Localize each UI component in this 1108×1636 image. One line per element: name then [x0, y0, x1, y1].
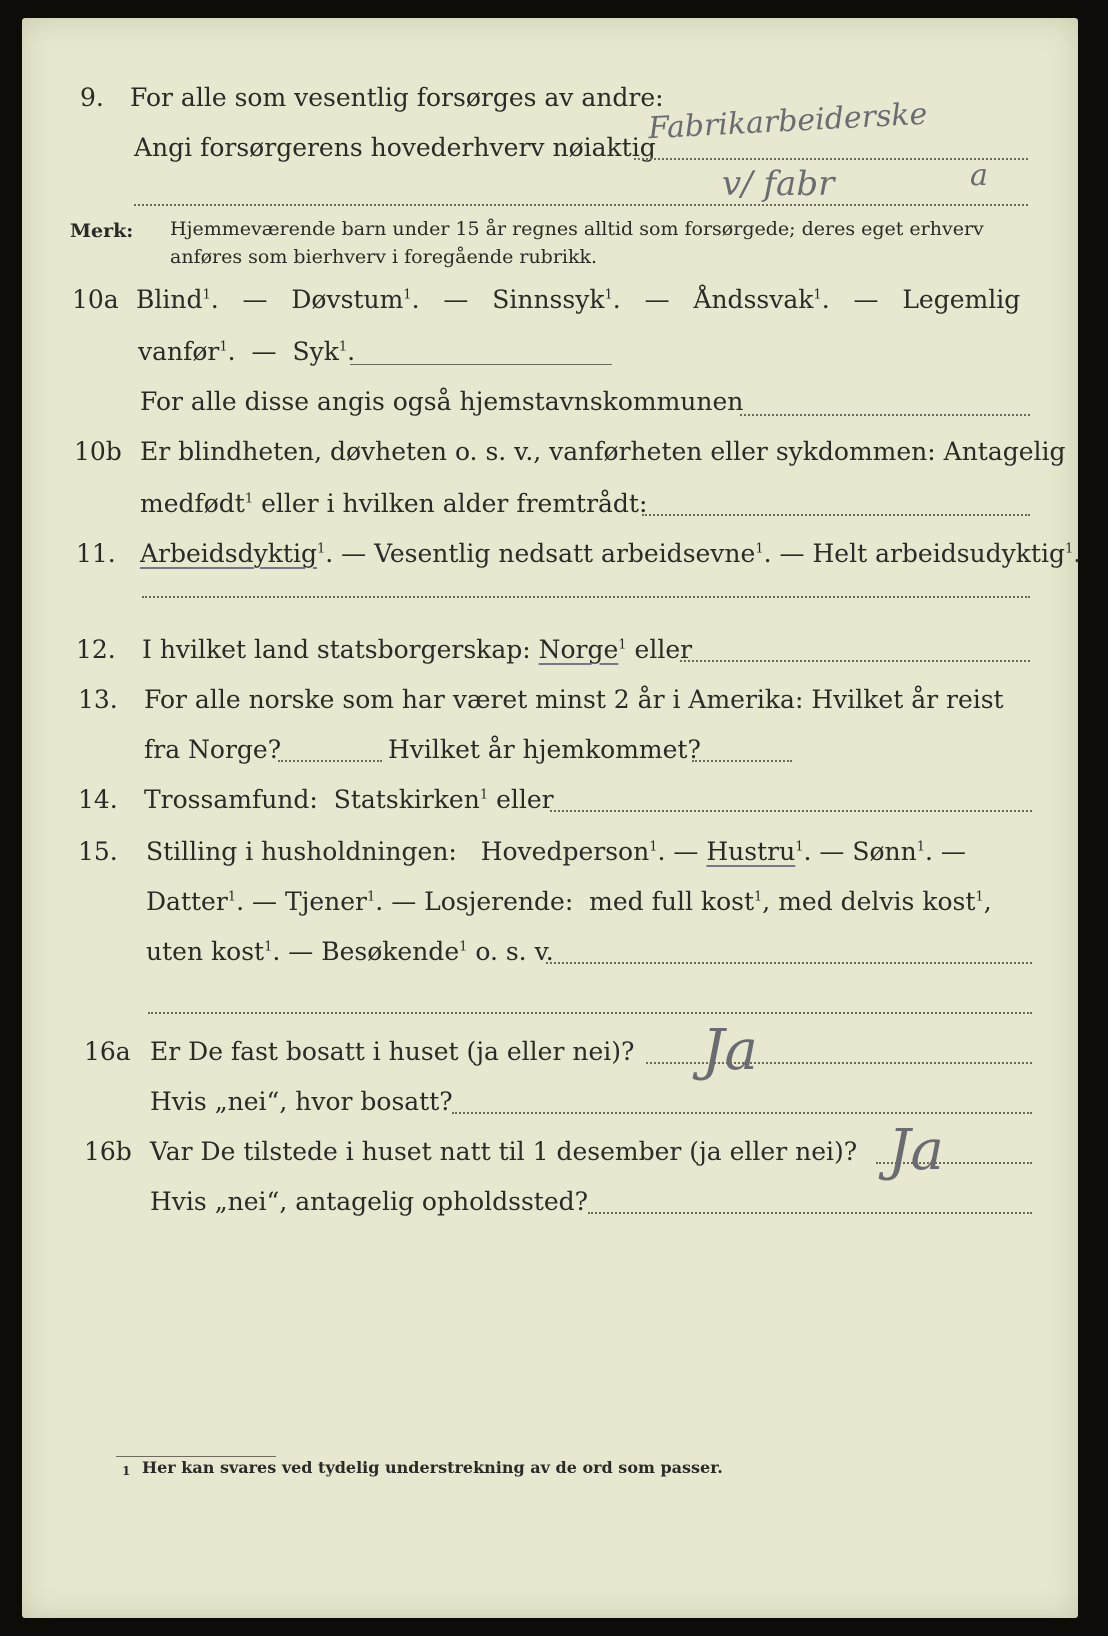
q10a-blind: Blind [136, 285, 203, 314]
q14-number: 14. [78, 785, 118, 814]
q9-handwriting-line2b: a [970, 158, 988, 193]
q16b-line2-text: Hvis „nei“, antagelig opholdssted? [150, 1187, 589, 1216]
q16a-number: 16a [84, 1037, 131, 1066]
q13-answer-hjemkommet [692, 760, 792, 762]
q13-hjemkommet: Hvilket år hjemkommet? [388, 735, 701, 764]
q15-uten-kost: uten kost [146, 937, 265, 966]
q10b-line2-text: medfødt$^1$ eller i hvilken alder fremtrådt: [140, 489, 648, 518]
merk-label: Merk: [70, 220, 134, 242]
q11-helt: Helt arbeidsudyktig [812, 539, 1065, 568]
q15-besokende: Besøkende [321, 937, 460, 966]
q15-line3-text: uten kost$^1$. — Besøkende$^1$ o. s. v. [146, 937, 554, 966]
footnote-mark: 1 [122, 1464, 131, 1478]
q15-hustru-underlined: Hustru [706, 837, 796, 866]
q13-answer-reist [278, 760, 382, 762]
q15-line2-text: Datter$^1$. — Tjener$^1$. — Losjerende: med full kost$^1$, med delvis kost$^1$, [146, 887, 992, 916]
q16a-handwritten-answer: Ja [702, 1018, 758, 1083]
q10b-medfodt: medfødt [140, 489, 245, 518]
q16a-line1-text: Er De fast bosatt i huset (ja eller nei)? [150, 1037, 635, 1066]
footnote-text: Her kan svares ved tydelig understrekning av de ord som passer. [142, 1458, 723, 1477]
q12-answer-line [680, 660, 1030, 662]
q10b-answer-line [642, 514, 1030, 516]
q10a-vanfor: vanfør [138, 337, 220, 366]
q12-number: 12. [76, 635, 116, 664]
q15-delvis-kost: med delvis kost [778, 887, 976, 916]
q11-arbeidsdyktig-underlined: Arbeidsdyktig [140, 539, 317, 568]
q11-answer-line [142, 596, 1030, 598]
merk-line1-text: Hjemmeværende barn under 15 år regnes alltid som forsørgede; deres eget erhverv [170, 218, 984, 240]
q10a-answer-line1 [350, 364, 612, 365]
q15-tjener: Tjener [284, 887, 368, 916]
q10a-number: 10a [72, 285, 119, 314]
q12-text: I hvilket land statsborgerskap: Norge$^1$ eller [142, 635, 693, 664]
q10a-line3-text: For alle disse angis også hjemstavnskommunen [140, 387, 744, 416]
q10a-syk: Syk [292, 337, 339, 366]
q14-text: Trossamfund: Statskirken$^1$ eller [144, 785, 554, 814]
q11-number: 11. [76, 539, 116, 568]
footnote-rule [116, 1456, 276, 1457]
q15-answer-line2 [148, 1012, 1032, 1014]
q15-losjerende: Losjerende: [424, 887, 574, 916]
q14-statskirken: Statskirken [333, 785, 480, 814]
q16a-answer-line2 [452, 1112, 1032, 1114]
q15-full-kost: med full kost [589, 887, 754, 916]
census-form-page [22, 18, 1082, 1618]
q13-number: 13. [78, 685, 118, 714]
q10a-dovstum: Døvstum [291, 285, 404, 314]
q15-line1-text: Stilling i husholdningen: Hovedperson$^1$. — Hustru$^1$. — Sønn$^1$. — [146, 837, 966, 866]
q11-text: Arbeidsdyktig$^1$. — Vesentlig nedsatt arbeidsevne$^1$. — Helt arbeidsudyktig$^1$. [140, 539, 1082, 568]
q10a-line2-text: vanfør$^1$. — Syk$^1$. [138, 337, 356, 366]
q16a-line2-text: Hvis „nei“, hvor bosatt? [150, 1087, 453, 1116]
q15-hovedperson: Hovedperson [480, 837, 650, 866]
q15-answer-line1 [546, 962, 1032, 964]
q9-handwriting-line2: v/ fabr [722, 164, 835, 204]
q9-number: 9. [80, 83, 104, 112]
q10a-sinnssyk: Sinnssyk [492, 285, 605, 314]
q10b-line1-text: Er blindheten, døvheten o. s. v., vanførheten eller sykdommen: Antagelig [140, 437, 1066, 466]
q14-answer-line [550, 810, 1032, 812]
q9-handwriting-occupation: Fabrikarbeiderske [647, 96, 929, 147]
q15-datter: Datter [146, 887, 228, 916]
q10a-line1-text: Blind$^1$. — Døvstum$^1$. — Sinnssyk$^1$. — Åndssvak$^1$. — Legemlig [136, 285, 1021, 314]
q12-norge-underlined: Norge [538, 635, 619, 664]
q10a-legemlig: Legemlig [902, 285, 1021, 314]
q15-number: 15. [78, 837, 118, 866]
q9-line2-text: Angi forsørgerens hovederhverv nøiaktig [134, 133, 656, 162]
q16b-line1-text: Var De tilstede i huset natt til 1 desember (ja eller nei)? [150, 1137, 858, 1166]
q9-line1-text: For alle som vesentlig forsørges av andre: [130, 83, 664, 112]
q9-answer-line2 [134, 204, 1028, 206]
q15-sonn: Sønn [852, 837, 917, 866]
q13-fra-norge: fra Norge? [144, 735, 282, 764]
q16b-handwritten-answer: Ja [888, 1118, 944, 1183]
merk-line2-text: anføres som bierhverv i foregående rubrikk. [170, 246, 598, 268]
q13-line1-text: For alle norske som har været minst 2 år i Amerika: Hvilket år reist [144, 685, 1004, 714]
q10a-andssvak: Åndssvak [693, 285, 814, 314]
q10a-answer-line2 [740, 414, 1030, 416]
q10b-number: 10b [74, 437, 122, 466]
q9-answer-line1 [634, 158, 1028, 160]
q16b-number: 16b [84, 1137, 132, 1166]
q11-vesentlig: Vesentlig nedsatt arbeidsevne [374, 539, 756, 568]
q16b-answer-line2 [588, 1212, 1032, 1214]
